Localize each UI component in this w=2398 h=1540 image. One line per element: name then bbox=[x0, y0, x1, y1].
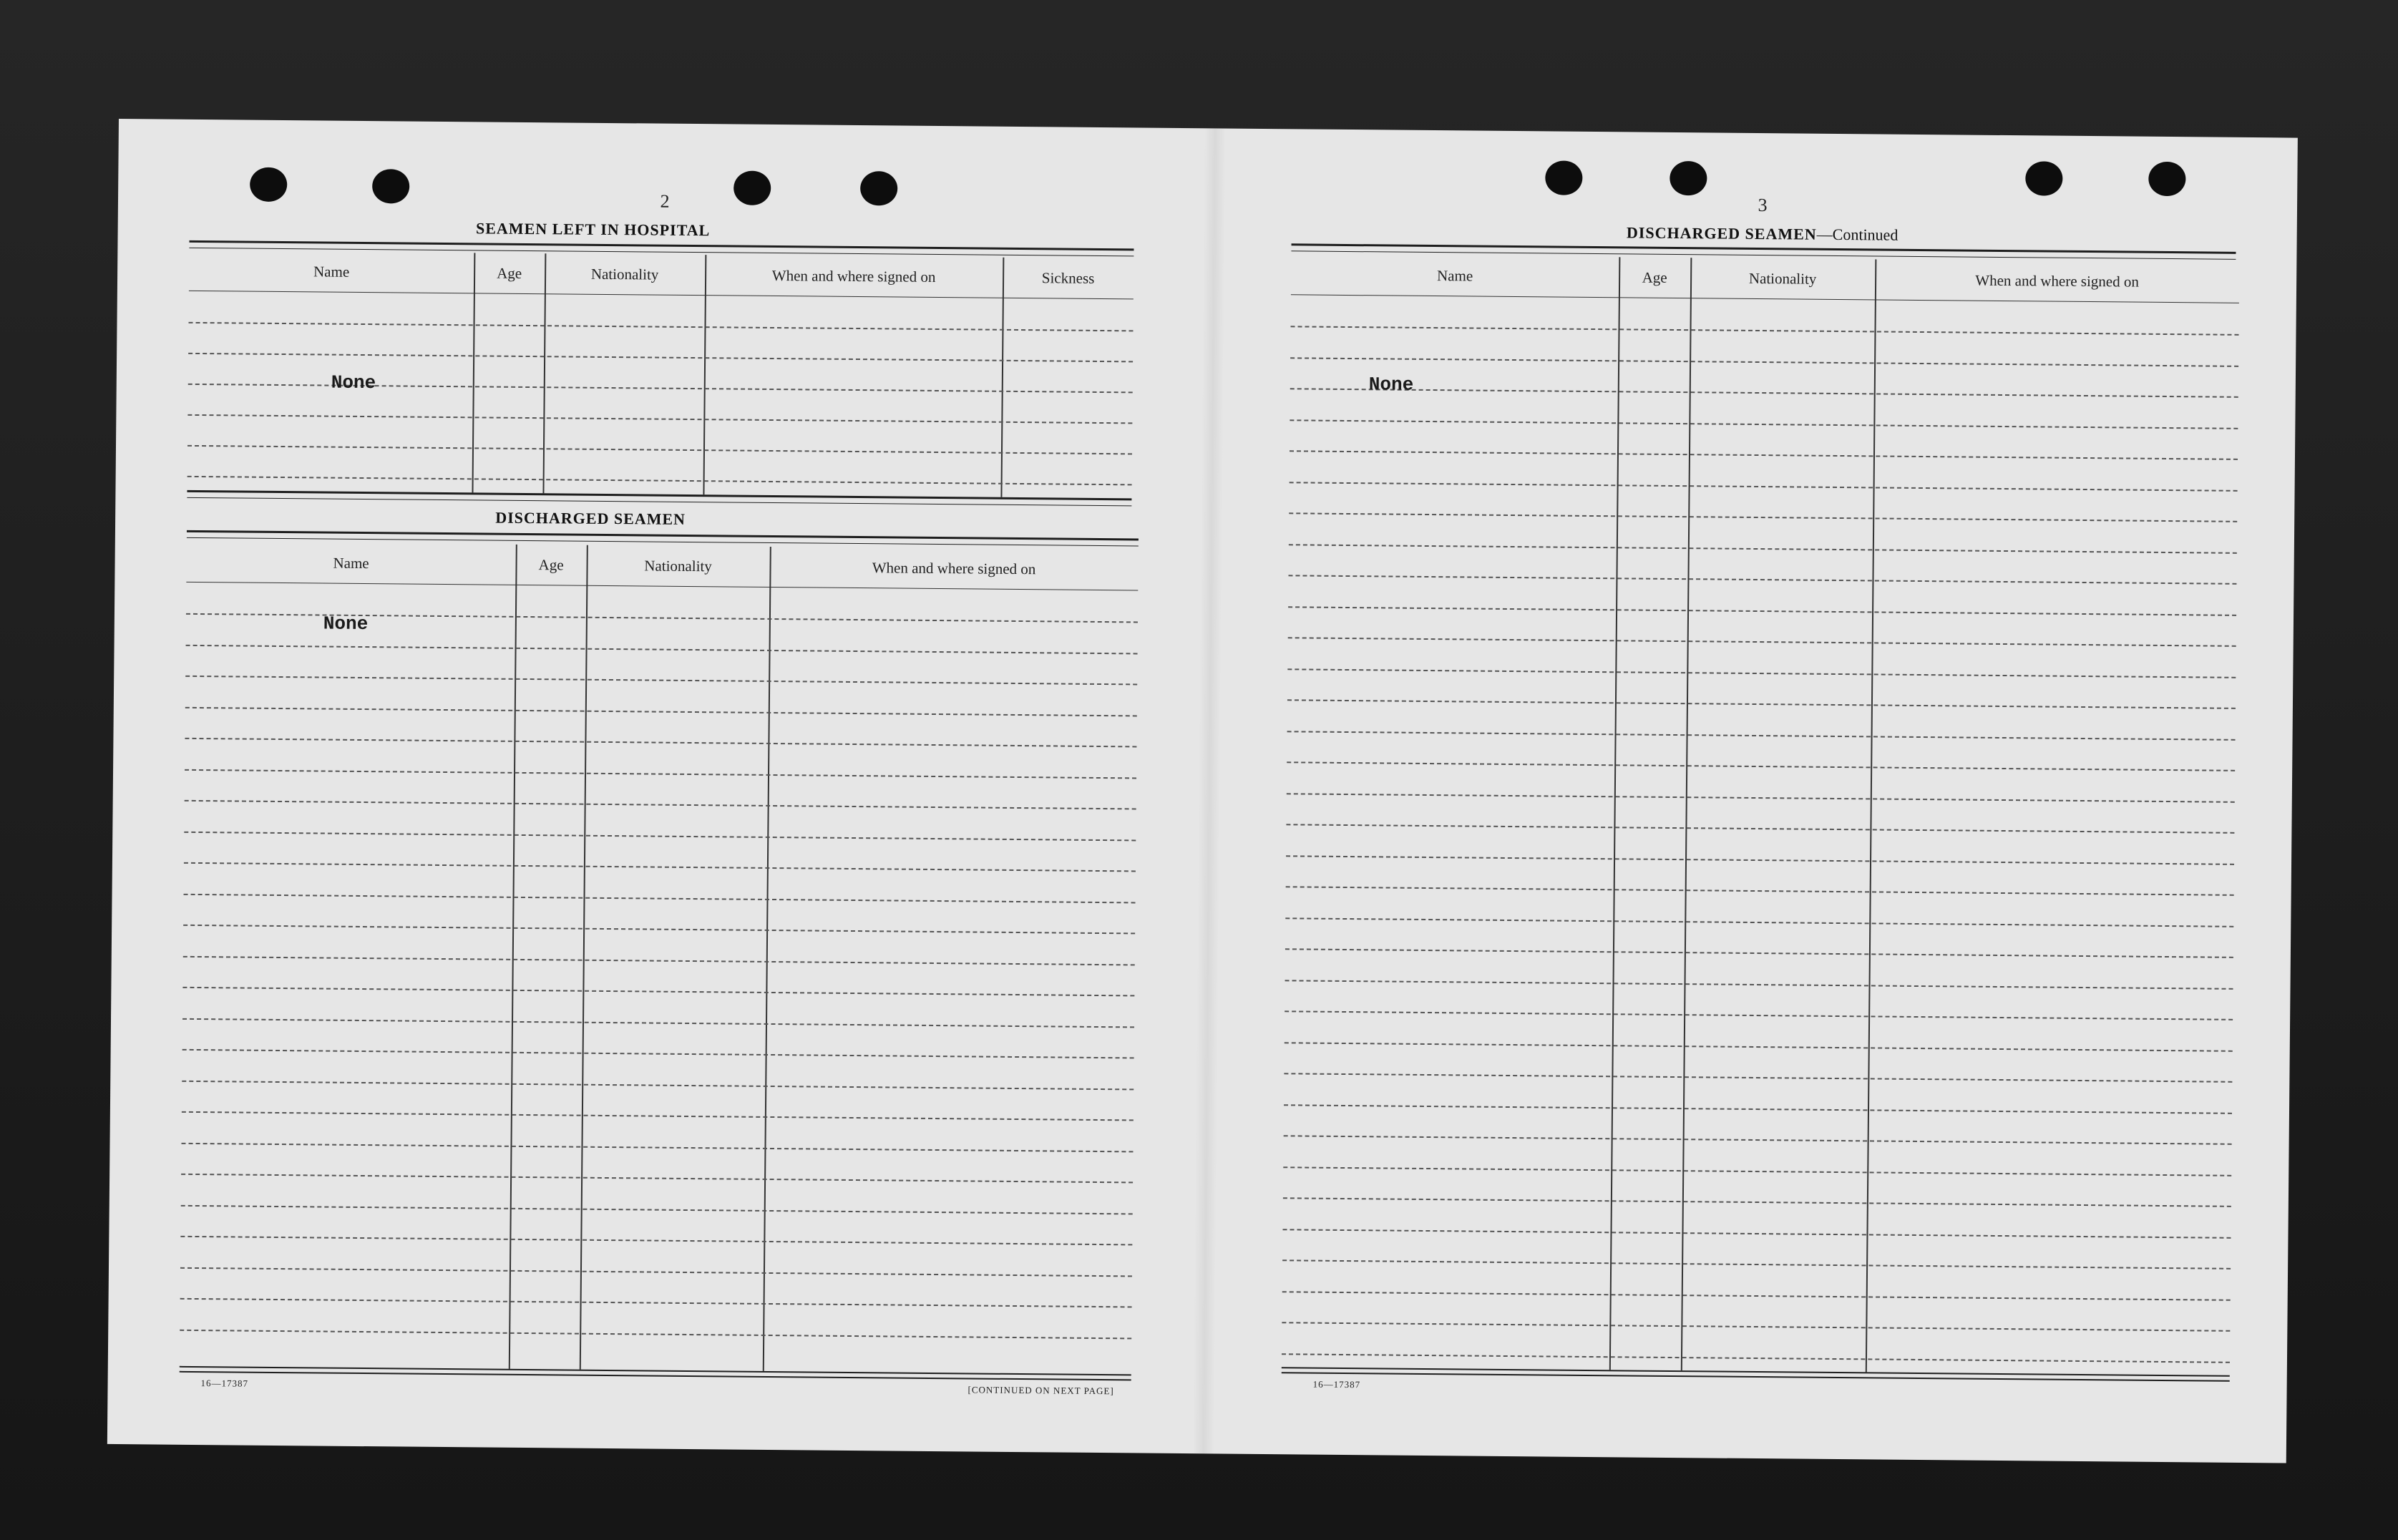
ruled-line bbox=[1290, 388, 2238, 398]
column-divider bbox=[580, 545, 588, 1370]
punch-hole bbox=[372, 169, 409, 203]
ruled-line bbox=[1290, 450, 2238, 460]
ruled-line bbox=[1290, 357, 2238, 367]
section-title-text: DISCHARGED SEAMEN bbox=[1626, 223, 1817, 243]
ruled-line bbox=[1286, 855, 2234, 865]
ruled-line bbox=[1282, 1353, 2230, 1363]
hospital-entry-none: None bbox=[331, 371, 376, 394]
ruled-line bbox=[1284, 1135, 2232, 1145]
ruled-line bbox=[181, 1204, 1133, 1214]
ruled-line bbox=[187, 476, 1132, 486]
ruled-line bbox=[1285, 1010, 2233, 1020]
column-divider bbox=[1609, 257, 1621, 1370]
ruled-line bbox=[1287, 761, 2235, 771]
ruled-line bbox=[1288, 637, 2236, 647]
ruled-line bbox=[1282, 1322, 2230, 1332]
ruled-line bbox=[185, 676, 1137, 686]
ruled-line bbox=[180, 1236, 1132, 1246]
ruled-line bbox=[180, 1298, 1132, 1308]
ruled-line bbox=[181, 1174, 1133, 1184]
ruled-line bbox=[1282, 1291, 2231, 1301]
ruled-line bbox=[1287, 731, 2236, 741]
ruled-line bbox=[1288, 575, 2236, 585]
column-header-name: Name bbox=[333, 554, 369, 572]
column-header-sickness: Sickness bbox=[1041, 269, 1095, 287]
hospital-section-title: SEAMEN LEFT IN HOSPITAL bbox=[475, 219, 711, 240]
column-header-name: Name bbox=[1436, 267, 1473, 285]
ruled-line bbox=[184, 862, 1136, 872]
ruled-line bbox=[1283, 1229, 2231, 1239]
ruled-line bbox=[187, 414, 1132, 424]
continued-note: [CONTINUED ON NEXT PAGE] bbox=[968, 1384, 1114, 1397]
ruled-line bbox=[1287, 668, 2236, 678]
ruled-line bbox=[1283, 1166, 2231, 1176]
ruled-line bbox=[182, 1111, 1134, 1121]
punch-hole bbox=[250, 167, 287, 202]
ruled-line bbox=[183, 955, 1135, 965]
discharged-continued-title bbox=[1548, 223, 1977, 245]
discharged-table bbox=[180, 542, 1139, 1375]
column-header-nationality: Nationality bbox=[1748, 269, 1817, 288]
ruled-line bbox=[186, 644, 1138, 654]
ruled-line bbox=[1284, 1073, 2232, 1083]
page-number-left: 2 bbox=[660, 190, 670, 212]
form-number-right: 16—17387 bbox=[1312, 1378, 1361, 1390]
punch-hole bbox=[2148, 162, 2185, 196]
discharged-section-title: DISCHARGED SEAMEN bbox=[495, 508, 686, 528]
column-header-name: Name bbox=[313, 263, 350, 281]
ruled-line bbox=[185, 706, 1137, 716]
column-header-signed-on: When and where signed on bbox=[872, 559, 1036, 578]
ruled-line bbox=[1287, 793, 2235, 803]
ruled-line bbox=[182, 1018, 1134, 1028]
column-header-signed-on: When and where signed on bbox=[1975, 271, 2140, 291]
column-header-age: Age bbox=[497, 264, 522, 282]
punch-hole bbox=[860, 171, 897, 205]
ruled-line bbox=[184, 831, 1136, 841]
punch-hole bbox=[1670, 161, 1707, 195]
ruled-line bbox=[1286, 824, 2234, 834]
ruled-line bbox=[1282, 1259, 2231, 1269]
ruled-line bbox=[183, 925, 1135, 935]
ruled-line bbox=[1289, 544, 2237, 554]
column-divider bbox=[1866, 259, 1877, 1372]
ruled-line bbox=[188, 353, 1133, 363]
ruled-line bbox=[180, 1329, 1131, 1339]
hospital-table bbox=[187, 250, 1134, 499]
ruled-line bbox=[1284, 1104, 2232, 1114]
ruled-line bbox=[1285, 917, 2233, 927]
section-title-suffix: —Continued bbox=[1816, 225, 1899, 244]
ruled-line bbox=[184, 893, 1136, 903]
ruled-line bbox=[1287, 699, 2236, 709]
ruled-line bbox=[185, 769, 1136, 779]
ruled-line bbox=[1285, 948, 2233, 958]
ruled-line bbox=[182, 1142, 1134, 1152]
column-header-signed-on: When and where signed on bbox=[771, 266, 936, 286]
manifest-sheet bbox=[107, 119, 2298, 1463]
ruled-line bbox=[182, 1080, 1134, 1090]
form-number-left: 16—17387 bbox=[200, 1378, 249, 1389]
ruled-line bbox=[1283, 1197, 2231, 1207]
ruled-line bbox=[182, 987, 1134, 997]
column-header-nationality: Nationality bbox=[590, 265, 659, 283]
ruled-line bbox=[185, 738, 1136, 748]
ruled-line bbox=[185, 800, 1136, 810]
ruled-line bbox=[188, 384, 1133, 394]
ruled-line bbox=[182, 1049, 1134, 1059]
punch-hole bbox=[733, 171, 771, 205]
ruled-line bbox=[189, 322, 1134, 332]
column-header-nationality: Nationality bbox=[644, 557, 712, 575]
ruled-line bbox=[1286, 886, 2234, 896]
ruled-line bbox=[187, 445, 1132, 455]
column-header-age: Age bbox=[1642, 268, 1667, 286]
ruled-line bbox=[180, 1267, 1132, 1277]
punch-hole bbox=[1545, 160, 1582, 195]
column-divider bbox=[763, 547, 771, 1371]
page-fold bbox=[1193, 128, 1226, 1453]
ruled-line bbox=[1290, 482, 2238, 492]
punch-hole bbox=[2025, 161, 2062, 195]
column-divider bbox=[509, 545, 517, 1369]
ruled-line bbox=[1285, 1042, 2233, 1052]
ruled-line bbox=[1290, 419, 2238, 429]
ruled-line bbox=[1289, 512, 2237, 522]
discharged-entry-none: None bbox=[323, 613, 369, 635]
ruled-line bbox=[1288, 606, 2236, 616]
ruled-line bbox=[1285, 980, 2233, 990]
page-number-right: 3 bbox=[1758, 194, 1768, 216]
discharged-continued-entry-none: None bbox=[1368, 374, 1414, 396]
discharged-continued-table bbox=[1282, 254, 2240, 1375]
column-divider bbox=[1681, 258, 1692, 1370]
ruled-line bbox=[1291, 326, 2239, 336]
column-header-age: Age bbox=[538, 556, 564, 574]
